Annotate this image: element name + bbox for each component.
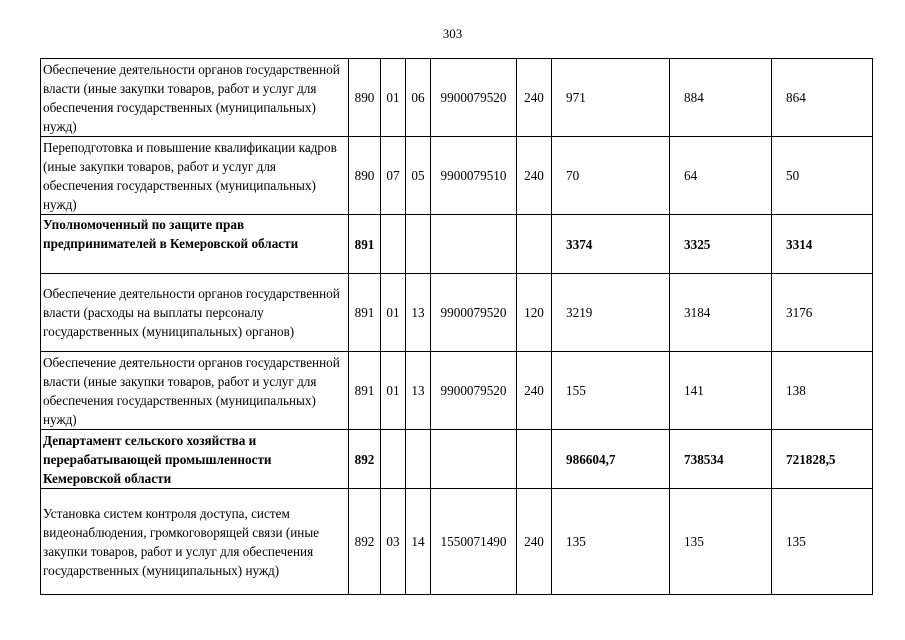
expense-type-code bbox=[517, 430, 552, 489]
amount-year-2: 135 bbox=[670, 489, 772, 595]
subsection-code bbox=[406, 215, 431, 274]
table-row bbox=[41, 352, 873, 430]
amount-year-3: 138 bbox=[772, 352, 873, 430]
subsection-code: 14 bbox=[406, 489, 431, 595]
dept-code: 891 bbox=[349, 215, 381, 274]
target-article-code: 1550071490 bbox=[431, 489, 517, 595]
expense-type-code: 120 bbox=[517, 274, 552, 352]
row-name: Обеспечение деятельности органов государственной власти (иные закупки товаров, работ и услуг для обеспечения государственных (муниципальных) нужд) bbox=[41, 59, 349, 137]
table-row bbox=[41, 59, 873, 137]
table-row bbox=[41, 274, 873, 352]
section-code: 03 bbox=[381, 489, 406, 595]
row-name: Переподготовка и повышение квалификации кадров (иные закупки товаров, работ и услуг для обеспечения государственных (муниципальных) нужд) bbox=[41, 137, 349, 215]
amount-year-3: 721828,5 bbox=[772, 430, 873, 489]
amount-year-2: 3184 bbox=[670, 274, 772, 352]
amount-year-2: 141 bbox=[670, 352, 772, 430]
target-article-code: 9900079520 bbox=[431, 352, 517, 430]
dept-code: 891 bbox=[349, 352, 381, 430]
dept-code: 891 bbox=[349, 274, 381, 352]
section-code: 01 bbox=[381, 274, 406, 352]
section-code: 01 bbox=[381, 352, 406, 430]
row-name: Установка систем контроля доступа, систем видеонаблюдения, громкоговорящей связи (иные закупки товаров, работ и услуг для обеспечения государственных (муниципальных) нужд) bbox=[41, 489, 349, 595]
section-code bbox=[381, 430, 406, 489]
target-article-code bbox=[431, 430, 517, 489]
amount-year-2: 738534 bbox=[670, 430, 772, 489]
expense-type-code bbox=[517, 215, 552, 274]
section-code bbox=[381, 215, 406, 274]
section-code: 01 bbox=[381, 59, 406, 137]
amount-year-1: 971 bbox=[552, 59, 670, 137]
page-number: 303 bbox=[442, 26, 463, 41]
target-article-code bbox=[431, 215, 517, 274]
table-row bbox=[41, 215, 873, 274]
amount-year-1: 70 bbox=[552, 137, 670, 215]
amount-year-3: 3314 bbox=[772, 215, 873, 274]
table-row bbox=[41, 137, 873, 215]
dept-code: 890 bbox=[349, 59, 381, 137]
subsection-code: 06 bbox=[406, 59, 431, 137]
amount-year-3: 3176 bbox=[772, 274, 873, 352]
section-code: 07 bbox=[381, 137, 406, 215]
row-name: Обеспечение деятельности органов государственной власти (расходы на выплаты персоналу государственных (муниципальных) органов) bbox=[41, 274, 349, 352]
amount-year-1: 3219 bbox=[552, 274, 670, 352]
row-name: Уполномоченный по защите прав предпринимателей в Кемеровской области bbox=[41, 215, 349, 274]
table-row bbox=[41, 489, 873, 595]
expense-type-code: 240 bbox=[517, 352, 552, 430]
budget-table bbox=[40, 58, 873, 595]
row-name: Обеспечение деятельности органов государственной власти (иные закупки товаров, работ и услуг для обеспечения государственных (муниципальных) нужд) bbox=[41, 352, 349, 430]
amount-year-2: 64 bbox=[670, 137, 772, 215]
amount-year-1: 986604,7 bbox=[552, 430, 670, 489]
dept-code: 892 bbox=[349, 489, 381, 595]
dept-code: 890 bbox=[349, 137, 381, 215]
subsection-code: 13 bbox=[406, 274, 431, 352]
subsection-code: 13 bbox=[406, 352, 431, 430]
amount-year-1: 155 bbox=[552, 352, 670, 430]
dept-code: 892 bbox=[349, 430, 381, 489]
subsection-code bbox=[406, 430, 431, 489]
amount-year-2: 884 bbox=[670, 59, 772, 137]
amount-year-1: 3374 bbox=[552, 215, 670, 274]
row-name: Департамент сельского хозяйства и перерабатывающей промышленности Кемеровской области bbox=[41, 430, 349, 489]
amount-year-1: 135 bbox=[552, 489, 670, 595]
amount-year-2: 3325 bbox=[670, 215, 772, 274]
target-article-code: 9900079510 bbox=[431, 137, 517, 215]
amount-year-3: 864 bbox=[772, 59, 873, 137]
expense-type-code: 240 bbox=[517, 137, 552, 215]
table-row bbox=[41, 430, 873, 489]
target-article-code: 9900079520 bbox=[431, 59, 517, 137]
target-article-code: 9900079520 bbox=[431, 274, 517, 352]
amount-year-3: 50 bbox=[772, 137, 873, 215]
expense-type-code: 240 bbox=[517, 59, 552, 137]
amount-year-3: 135 bbox=[772, 489, 873, 595]
expense-type-code: 240 bbox=[517, 489, 552, 595]
subsection-code: 05 bbox=[406, 137, 431, 215]
